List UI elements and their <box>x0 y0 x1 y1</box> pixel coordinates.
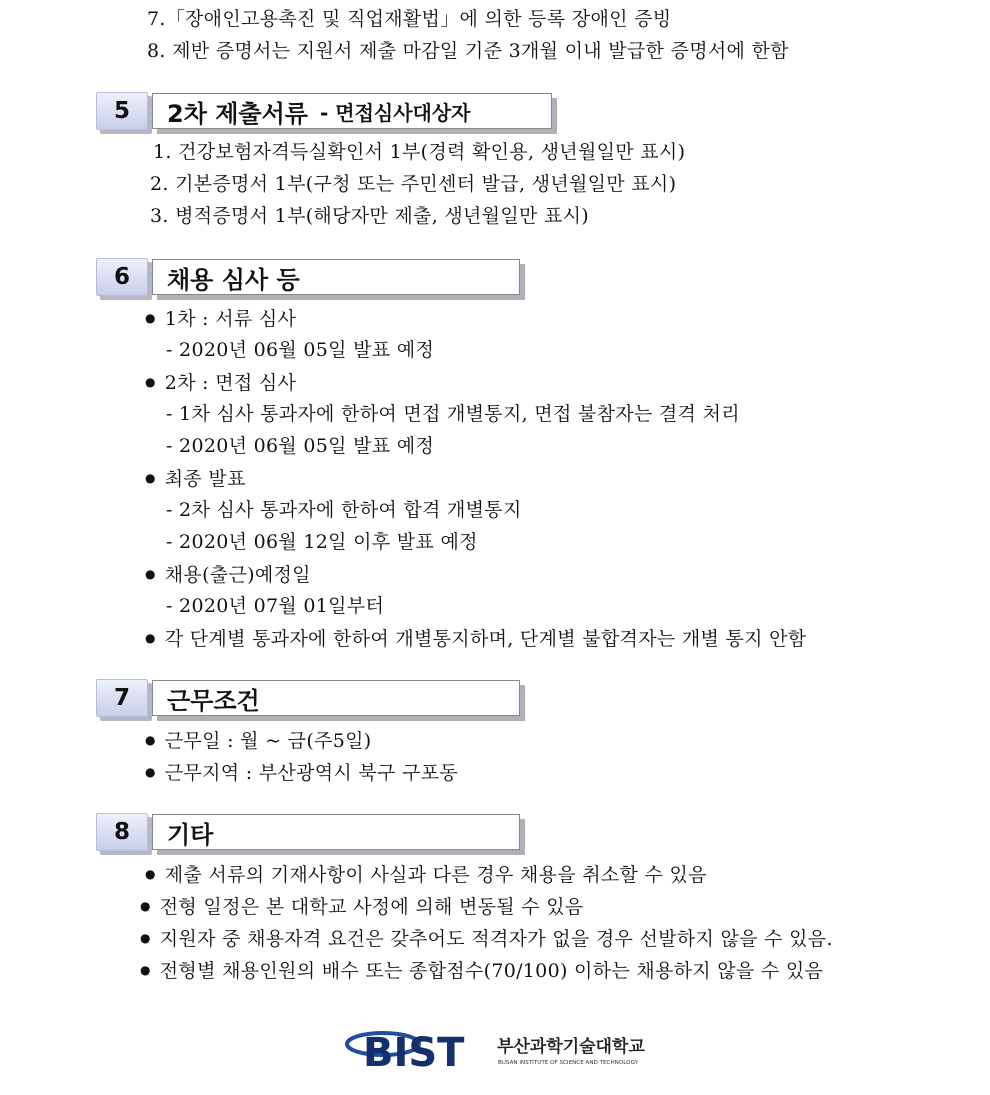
section-number-7: 7 <box>96 679 148 717</box>
list-item: ● 근무지역 : 부산광역시 북구 구포동 <box>145 760 458 785</box>
list-subitem: - 2020년 06월 12일 이후 발표 예정 <box>166 531 478 553</box>
section-title-text: 채용 심사 등 <box>167 265 300 294</box>
section-number-5: 5 <box>96 92 148 130</box>
list-item: ● 2차 : 면접 심사 <box>145 370 296 395</box>
list-subitem: - 2020년 06월 05일 발표 예정 <box>166 435 435 457</box>
list-item: ● 전형별 채용인원의 배수 또는 종합점수(70/100) 이하는 채용하지 않을 수 있음 <box>140 958 823 983</box>
bist-logo <box>345 1020 675 1074</box>
doc-item: 3. 병적증명서 1부(해당자만 제출, 생년월일만 표시) <box>150 205 590 227</box>
logo-name-en: BUSAN INSTITUTE OF SCIENCE AND TECHNOLOGY <box>498 1060 639 1066</box>
list-item: ● 각 단계별 통과자에 한하여 개별통지하며, 단계별 불합격자는 개별 통지 안함 <box>145 626 806 651</box>
section-title-text: 근무조건 <box>167 686 260 715</box>
section-title-5 <box>152 93 552 129</box>
section-title-6 <box>152 259 520 295</box>
section-number-6: 6 <box>96 258 148 296</box>
list-item: ● 지원자 중 채용자격 요건은 갖추어도 적격자가 없을 경우 선발하지 않을 수 있음. <box>140 926 833 951</box>
list-item: ● 제출 서류의 기재사항이 사실과 다른 경우 채용을 취소할 수 있음 <box>145 862 707 887</box>
list-item: ● 1차 : 서류 심사 <box>145 306 296 331</box>
section-title-text: 2차 제출서류 <box>167 99 308 128</box>
list-subitem: - 2020년 06월 05일 발표 예정 <box>166 339 435 361</box>
list-subitem: - 1차 심사 통과자에 한하여 면접 개별통지, 면접 불참자는 결격 처리 <box>166 403 740 425</box>
list-item: ● 채용(출근)예정일 <box>145 562 311 587</box>
list-subitem: - 2차 심사 통과자에 한하여 합격 개별통지 <box>166 499 522 521</box>
list-item: ● 근무일 : 월 ~ 금(주5일) <box>145 728 371 753</box>
section-subtitle: - 면접심사대상자 <box>319 100 471 125</box>
requirement-item-7: 7.「장애인고용촉진 및 직업재활법」에 의한 등록 장애인 증빙 <box>147 8 672 30</box>
logo-mark: BIST <box>363 1030 465 1074</box>
list-item: ● 최종 발표 <box>145 466 246 491</box>
doc-item: 1. 건강보험자격득실확인서 1부(경력 확인용, 생년월일만 표시) <box>153 141 686 163</box>
section-number-8: 8 <box>96 813 148 851</box>
list-subitem: - 2020년 07월 01일부터 <box>166 595 385 617</box>
doc-item: 2. 기본증명서 1부(구청 또는 주민센터 발급, 생년월일만 표시) <box>150 173 677 195</box>
list-item: ● 전형 일정은 본 대학교 사정에 의해 변동될 수 있음 <box>140 894 584 919</box>
section-title-8 <box>152 814 520 850</box>
section-title-text: 기타 <box>167 820 214 849</box>
requirement-item-8: 8. 제반 증명서는 지원서 제출 마감일 기준 3개월 이내 발급한 증명서에 한함 <box>147 40 789 62</box>
section-title-7 <box>152 680 520 716</box>
logo-name-ko: 부산과학기술대학교 <box>497 1037 645 1057</box>
